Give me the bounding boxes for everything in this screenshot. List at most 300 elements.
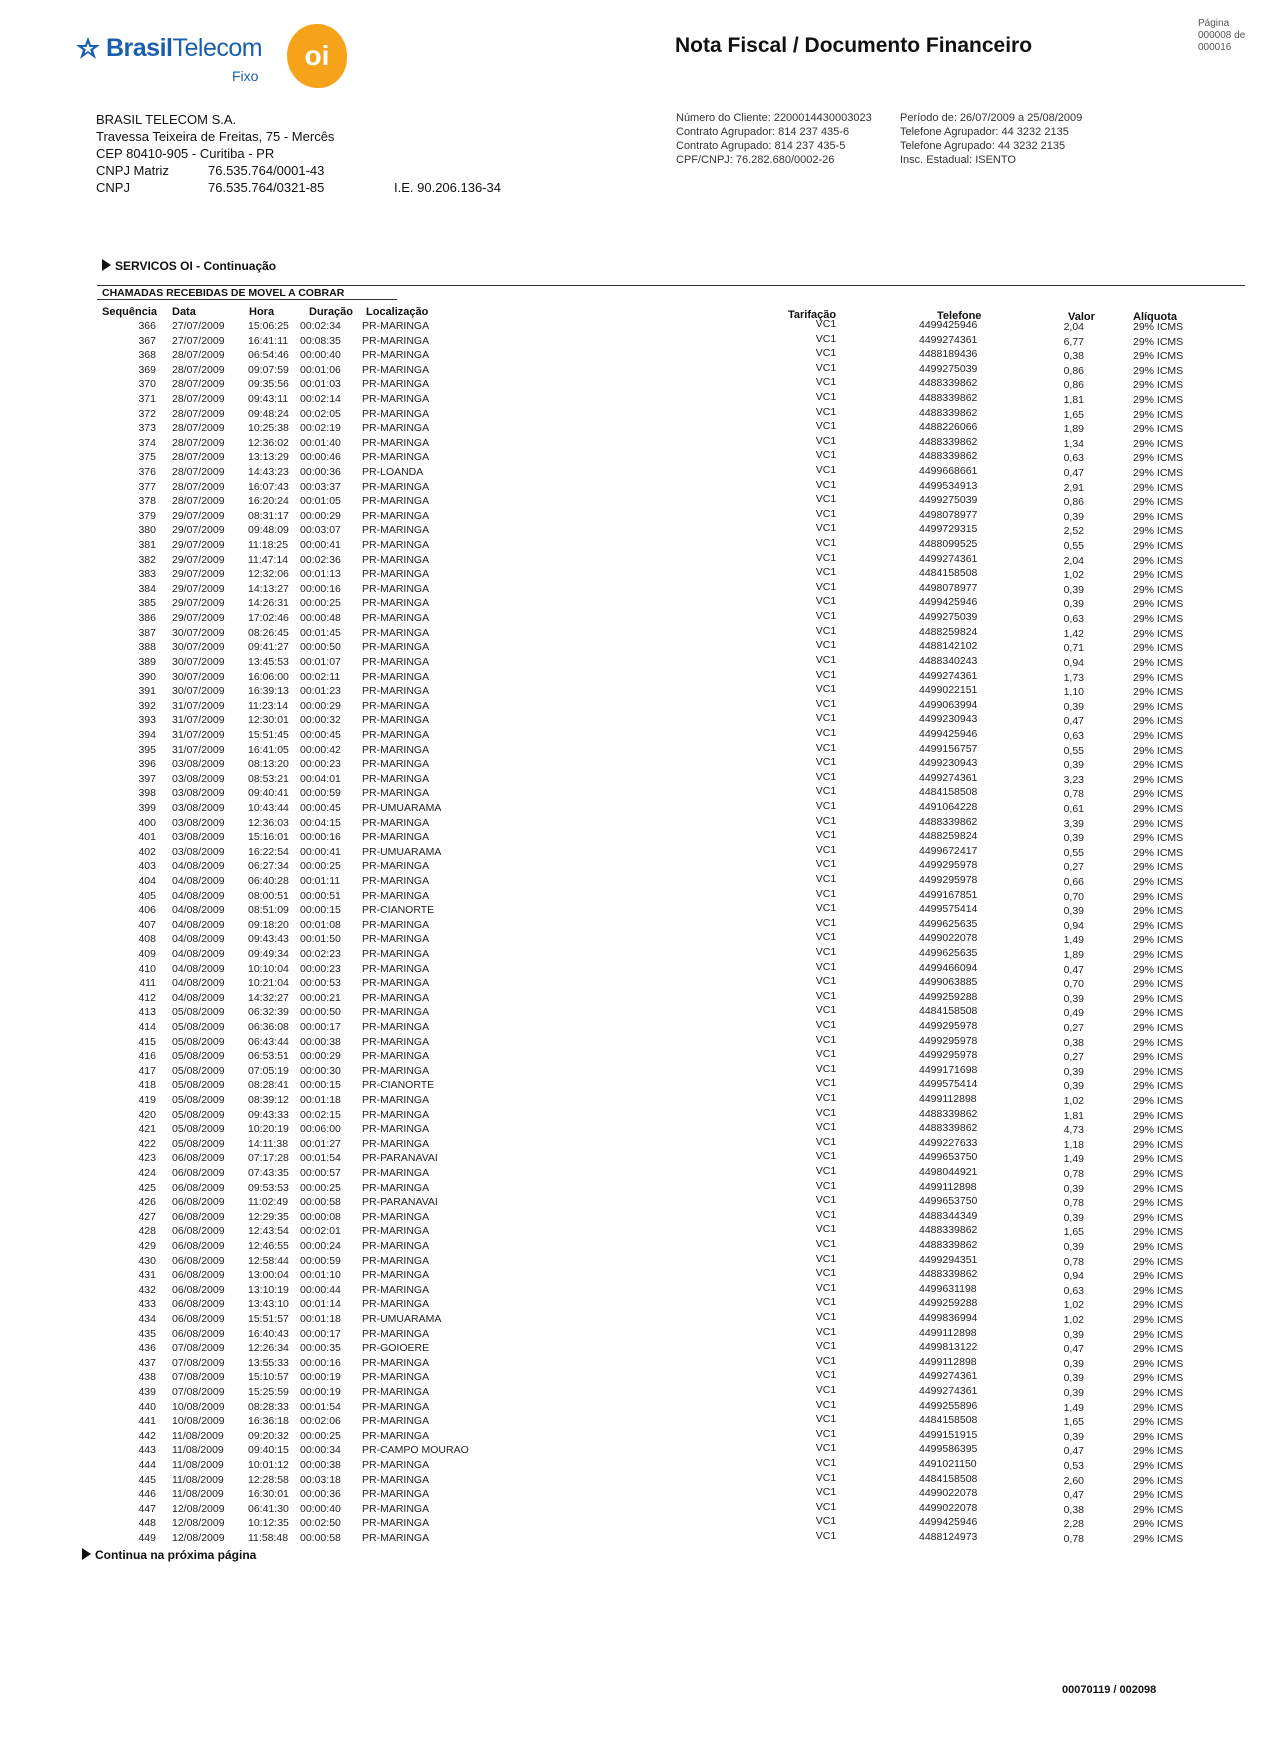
cell-tarifacao: VC1 xyxy=(815,1062,837,1075)
cell-data: 12/08/2009 xyxy=(172,1532,225,1544)
cell-telefone: 4488124973 xyxy=(919,1531,978,1543)
table-row xyxy=(0,960,1272,977)
table-row xyxy=(0,1298,1272,1312)
cell-localizacao: PR-MARINGA xyxy=(362,991,430,1004)
cell-duracao: 00:00:45 xyxy=(300,728,341,741)
cell-telefone: 4488344349 xyxy=(919,1209,978,1222)
cell-tarifacao: VC1 xyxy=(815,595,837,608)
cell-localizacao: PR-MARINGA xyxy=(362,422,430,435)
cell-duracao: 00:00:51 xyxy=(300,889,341,902)
cell-hora: 15:06:25 xyxy=(248,320,289,332)
cell-sequencia: 449 xyxy=(138,1532,156,1544)
cell-tarifacao: VC1 xyxy=(815,537,837,549)
cell-localizacao: PR-MARINGA xyxy=(362,1181,430,1194)
cell-valor: 0,86 xyxy=(1063,496,1084,509)
cell-valor: 2,28 xyxy=(1063,1518,1084,1531)
cell-localizacao: PR-MARINGA xyxy=(362,1429,430,1442)
cell-hora: 09:41:27 xyxy=(248,641,289,654)
cell-aliquota: 29% ICMS xyxy=(1133,437,1184,450)
cell-tarifacao: VC1 xyxy=(815,945,837,958)
cell-tarifacao: VC1 xyxy=(815,1442,837,1455)
cell-localizacao: PR-PARANAVAI xyxy=(362,1152,438,1165)
cell-hora: 10:21:04 xyxy=(248,977,289,990)
cell-hora: 09:48:24 xyxy=(248,407,289,420)
cell-hora: 10:10:04 xyxy=(248,962,289,975)
cell-sequencia: 379 xyxy=(138,509,156,522)
cell-sequencia: 402 xyxy=(138,845,156,858)
cell-hora: 12:43:54 xyxy=(248,1225,289,1238)
cell-valor: 1,10 xyxy=(1063,686,1084,699)
cell-aliquota: 29% ICMS xyxy=(1133,934,1184,947)
cell-aliquota: 29% ICMS xyxy=(1133,875,1184,888)
cell-tarifacao: VC1 xyxy=(815,785,837,798)
table-row xyxy=(0,434,1272,451)
cell-duracao: 00:01:07 xyxy=(300,655,341,668)
table-row xyxy=(0,1050,1272,1064)
table-row xyxy=(0,1386,1272,1400)
table-row xyxy=(0,551,1272,568)
brasil-telecom-star-icon xyxy=(74,36,102,60)
cell-telefone: 4499294351 xyxy=(919,1253,978,1266)
cell-telefone: 4499295978 xyxy=(919,1034,978,1047)
cell-data: 29/07/2009 xyxy=(172,568,225,581)
cell-valor: 0,39 xyxy=(1063,1211,1084,1224)
cell-duracao: 00:00:17 xyxy=(300,1020,341,1033)
cell-data: 05/08/2009 xyxy=(172,1108,225,1121)
cell-tarifacao: VC1 xyxy=(815,1121,837,1134)
cell-data: 29/07/2009 xyxy=(172,509,225,522)
cell-aliquota: 29% ICMS xyxy=(1133,1284,1184,1297)
cell-valor: 1,89 xyxy=(1063,948,1084,961)
cell-aliquota: 29% ICMS xyxy=(1133,613,1184,625)
cell-sequencia: 429 xyxy=(138,1240,156,1252)
cell-telefone: 4499227633 xyxy=(919,1136,978,1149)
cell-localizacao: PR-PARANAVAI xyxy=(362,1196,438,1209)
cell-hora: 16:36:18 xyxy=(248,1415,289,1428)
cell-duracao: 00:02:14 xyxy=(300,393,341,405)
cell-duracao: 00:00:08 xyxy=(300,1210,341,1223)
cell-valor: 0,47 xyxy=(1063,715,1084,728)
cell-sequencia: 397 xyxy=(138,772,156,785)
cell-valor: 1,34 xyxy=(1063,437,1084,450)
cell-localizacao: PR-MARINGA xyxy=(362,495,430,508)
cell-duracao: 00:00:29 xyxy=(300,1050,341,1063)
cell-valor: 1,02 xyxy=(1063,1094,1084,1107)
cell-duracao: 00:04:01 xyxy=(300,772,341,785)
cell-hora: 09:18:20 xyxy=(248,918,289,931)
cell-valor: 1,73 xyxy=(1063,671,1084,684)
cell-data: 11/08/2009 xyxy=(172,1429,224,1442)
cell-localizacao: PR-MARINGA xyxy=(362,626,430,639)
cell-hora: 07:17:28 xyxy=(248,1152,289,1165)
table-row xyxy=(0,1079,1272,1093)
cell-duracao: 00:00:19 xyxy=(300,1371,341,1384)
cell-hora: 06:41:30 xyxy=(248,1502,289,1515)
cell-data: 03/08/2009 xyxy=(172,816,225,829)
cell-duracao: 00:00:53 xyxy=(300,977,341,990)
cell-telefone: 4499274361 xyxy=(919,771,978,784)
cell-telefone: 4499295978 xyxy=(919,1019,978,1032)
cell-duracao: 00:02:11 xyxy=(300,670,341,683)
cell-tarifacao: VC1 xyxy=(815,405,837,418)
cell-valor: 0,38 xyxy=(1063,1036,1084,1049)
cell-sequencia: 412 xyxy=(138,991,156,1004)
table-row xyxy=(0,422,1272,436)
cell-hora: 11:18:25 xyxy=(248,539,289,551)
cell-aliquota: 29% ICMS xyxy=(1133,583,1184,596)
triangle-icon xyxy=(82,1548,91,1560)
cell-hora: 12:46:55 xyxy=(248,1240,289,1252)
cell-aliquota: 29% ICMS xyxy=(1133,832,1184,845)
cell-aliquota: 29% ICMS xyxy=(1133,1094,1184,1107)
cell-tarifacao: VC1 xyxy=(815,1208,837,1221)
table-row xyxy=(0,1459,1272,1473)
cell-hora: 16:40:43 xyxy=(248,1327,289,1340)
cell-hora: 16:22:54 xyxy=(248,845,289,858)
cell-sequencia: 430 xyxy=(138,1254,156,1267)
cell-sequencia: 418 xyxy=(138,1079,156,1092)
cell-valor: 0,63 xyxy=(1063,1284,1084,1297)
cell-telefone: 4499295978 xyxy=(919,859,978,872)
col-header-data: Data xyxy=(172,306,196,318)
cell-tarifacao: VC1 xyxy=(815,1486,837,1499)
cell-duracao: 00:00:48 xyxy=(300,612,341,624)
table-row xyxy=(0,799,1272,816)
cell-valor: 0,63 xyxy=(1063,613,1084,625)
cell-telefone: 4499171698 xyxy=(919,1063,978,1076)
cell-duracao: 00:01:18 xyxy=(300,1093,341,1106)
table-row xyxy=(0,741,1272,758)
cell-sequencia: 396 xyxy=(138,758,156,771)
cell-data: 28/07/2009 xyxy=(172,422,225,435)
cell-aliquota: 29% ICMS xyxy=(1133,496,1184,509)
cell-localizacao: PR-MARINGA xyxy=(362,393,430,405)
cnpj-row xyxy=(96,179,334,196)
cell-telefone: 4488339862 xyxy=(919,1107,978,1120)
table-row xyxy=(0,831,1272,845)
cell-aliquota: 29% ICMS xyxy=(1133,1182,1184,1195)
cell-hora: 09:43:11 xyxy=(248,393,289,405)
cell-valor: 3,39 xyxy=(1063,817,1084,830)
cell-valor: 1,65 xyxy=(1063,408,1084,421)
cell-aliquota: 29% ICMS xyxy=(1133,1518,1184,1531)
cell-data: 10/08/2009 xyxy=(172,1400,225,1413)
cell-aliquota: 29% ICMS xyxy=(1133,1328,1184,1341)
cell-tarifacao: VC1 xyxy=(815,770,837,783)
cell-data: 06/08/2009 xyxy=(172,1269,225,1282)
cell-valor: 0,70 xyxy=(1063,890,1084,903)
cell-duracao: 00:01:13 xyxy=(300,568,341,581)
cell-hora: 12:36:02 xyxy=(248,436,289,449)
cell-hora: 13:45:53 xyxy=(248,655,289,668)
cell-data: 28/07/2009 xyxy=(172,349,225,362)
cell-aliquota: 29% ICMS xyxy=(1133,1533,1184,1545)
table-row xyxy=(0,1123,1272,1137)
cell-localizacao: PR-MARINGA xyxy=(362,860,430,873)
cell-telefone: 4498078977 xyxy=(919,581,978,594)
cell-sequencia: 405 xyxy=(138,889,156,902)
cell-telefone: 4499022151 xyxy=(919,684,978,697)
cell-valor: 0,39 xyxy=(1063,992,1084,1005)
cell-hora: 16:41:11 xyxy=(248,334,289,347)
cell-valor: 1,49 xyxy=(1063,1153,1084,1166)
cell-data: 05/08/2009 xyxy=(172,1123,225,1136)
cell-tarifacao: VC1 xyxy=(815,1077,837,1090)
cell-valor: 0,94 xyxy=(1063,919,1084,932)
cell-aliquota: 29% ICMS xyxy=(1133,510,1184,523)
cell-aliquota: 29% ICMS xyxy=(1133,759,1184,772)
cell-duracao: 00:03:18 xyxy=(300,1473,341,1486)
client-cpf: CPF/CNPJ: 76.282.680/0002-26 xyxy=(676,154,835,166)
table-row xyxy=(0,653,1272,670)
cell-data: 05/08/2009 xyxy=(172,1093,225,1106)
cell-tarifacao: VC1 xyxy=(815,887,837,900)
cell-tarifacao: VC1 xyxy=(815,1340,837,1353)
cell-telefone: 4488339862 xyxy=(919,1268,978,1281)
cell-tarifacao: VC1 xyxy=(815,726,837,739)
cell-localizacao: PR-MARINGA xyxy=(362,568,430,581)
cell-tarifacao: VC1 xyxy=(815,916,837,929)
table-row xyxy=(0,1325,1272,1342)
cell-sequencia: 394 xyxy=(138,728,156,741)
cell-valor: 2,04 xyxy=(1063,321,1084,333)
cell-aliquota: 29% ICMS xyxy=(1133,1401,1184,1414)
cell-sequencia: 415 xyxy=(138,1035,156,1048)
cell-data: 29/07/2009 xyxy=(172,582,225,595)
cell-sequencia: 419 xyxy=(138,1093,156,1106)
table-row xyxy=(0,393,1272,407)
cell-telefone: 4499112898 xyxy=(919,1092,977,1105)
cell-data: 04/08/2009 xyxy=(172,889,225,902)
table-row xyxy=(0,1018,1272,1035)
cell-data: 30/07/2009 xyxy=(172,655,225,668)
cell-localizacao: PR-MARINGA xyxy=(362,1298,430,1311)
cell-duracao: 00:00:25 xyxy=(300,1429,341,1442)
cell-telefone: 4488339862 xyxy=(919,392,978,404)
cell-tarifacao: VC1 xyxy=(815,434,837,447)
cell-duracao: 00:00:40 xyxy=(300,349,341,362)
cell-sequencia: 439 xyxy=(138,1386,156,1398)
cell-duracao: 00:00:15 xyxy=(300,904,341,917)
cell-duracao: 00:00:59 xyxy=(300,787,341,800)
cell-tarifacao: VC1 xyxy=(815,872,837,885)
cell-aliquota: 29% ICMS xyxy=(1133,919,1184,932)
cell-sequencia: 403 xyxy=(138,860,156,873)
cell-duracao: 00:01:18 xyxy=(300,1313,341,1325)
cell-valor: 0,39 xyxy=(1063,759,1084,772)
cell-localizacao: PR-MARINGA xyxy=(362,1371,430,1384)
cell-telefone: 4499625635 xyxy=(919,917,978,930)
cell-duracao: 00:00:58 xyxy=(300,1196,341,1209)
cell-valor: 0,39 xyxy=(1063,583,1084,596)
cell-hora: 10:01:12 xyxy=(248,1459,289,1471)
table-row xyxy=(0,641,1272,655)
cell-tarifacao: VC1 xyxy=(815,697,837,710)
page-indicator xyxy=(1198,18,1245,54)
table-row xyxy=(0,1152,1272,1166)
table-row xyxy=(0,495,1272,509)
table-row xyxy=(0,332,1272,349)
cell-hora: 09:43:43 xyxy=(248,933,289,946)
cell-hora: 12:32:06 xyxy=(248,568,289,581)
cell-sequencia: 388 xyxy=(138,641,156,654)
cell-telefone: 4488099525 xyxy=(919,538,978,550)
cell-valor: 1,42 xyxy=(1063,627,1084,640)
cell-sequencia: 420 xyxy=(138,1108,156,1121)
cell-sequencia: 427 xyxy=(138,1210,156,1223)
cell-localizacao: PR-MARINGA xyxy=(362,714,430,727)
cell-hora: 10:20:19 xyxy=(248,1123,289,1136)
cell-valor: 0,27 xyxy=(1063,1021,1084,1034)
cell-hora: 06:32:39 xyxy=(248,1006,289,1019)
cell-sequencia: 438 xyxy=(138,1371,156,1384)
cell-hora: 07:43:35 xyxy=(248,1166,289,1179)
cell-localizacao: PR-MARINGA xyxy=(362,977,430,990)
cell-duracao: 00:00:19 xyxy=(300,1386,341,1398)
cell-tarifacao: VC1 xyxy=(815,318,837,330)
cell-data: 28/07/2009 xyxy=(172,393,225,405)
cell-telefone: 4499230943 xyxy=(919,757,978,770)
cell-valor: 0,39 xyxy=(1063,700,1084,713)
cell-tarifacao: VC1 xyxy=(815,975,837,988)
cell-valor: 0,39 xyxy=(1063,1430,1084,1443)
cell-sequencia: 421 xyxy=(138,1123,156,1136)
cell-telefone: 4488340243 xyxy=(919,654,978,667)
cell-telefone: 4484158508 xyxy=(919,1472,978,1485)
cell-duracao: 00:00:40 xyxy=(300,1502,341,1515)
cnpj-label: CNPJ xyxy=(96,180,130,195)
cell-duracao: 00:00:42 xyxy=(300,743,341,756)
cell-tarifacao: VC1 xyxy=(815,1281,837,1294)
client-info xyxy=(676,111,872,167)
cell-duracao: 00:00:50 xyxy=(300,1006,341,1019)
cell-localizacao: PR-MARINGA xyxy=(362,758,430,771)
cell-telefone: 4499295978 xyxy=(919,873,978,886)
cell-sequencia: 424 xyxy=(138,1166,156,1179)
cell-telefone: 4488339862 xyxy=(919,450,978,463)
cell-data: 06/08/2009 xyxy=(172,1283,225,1296)
document-code: 00070119 / 002098 xyxy=(1062,1684,1157,1696)
cell-valor: 2,91 xyxy=(1063,481,1084,494)
cell-valor: 0,55 xyxy=(1063,744,1084,757)
cell-sequencia: 440 xyxy=(138,1400,156,1413)
cell-duracao: 00:00:57 xyxy=(300,1166,341,1179)
cell-localizacao: PR-MARINGA xyxy=(362,728,430,741)
cell-localizacao: PR-LOANDA xyxy=(362,466,424,478)
table-row xyxy=(0,1225,1272,1239)
cell-telefone: 4499275039 xyxy=(919,494,978,507)
cell-valor: 2,52 xyxy=(1063,525,1084,538)
cell-sequencia: 383 xyxy=(138,568,156,581)
cell-hora: 16:41:05 xyxy=(248,743,289,756)
cell-localizacao: PR-MARINGA xyxy=(362,1502,430,1515)
cell-localizacao: PR-MARINGA xyxy=(362,655,430,668)
cell-telefone: 4499672417 xyxy=(919,844,978,857)
cell-duracao: 00:00:46 xyxy=(300,451,341,464)
cell-data: 06/08/2009 xyxy=(172,1196,225,1209)
cell-aliquota: 29% ICMS xyxy=(1133,1270,1184,1283)
cell-tarifacao: VC1 xyxy=(815,683,837,696)
table-row xyxy=(0,1252,1272,1269)
cell-tarifacao: VC1 xyxy=(815,1033,837,1046)
table-row xyxy=(0,1091,1272,1108)
cell-hora: 12:30:01 xyxy=(248,714,289,727)
cell-sequencia: 408 xyxy=(138,933,156,946)
cell-telefone: 4488339862 xyxy=(919,815,978,828)
cell-tarifacao: VC1 xyxy=(815,464,837,476)
cell-localizacao: PR-MARINGA xyxy=(362,553,430,566)
cell-duracao: 00:03:37 xyxy=(300,480,341,493)
cell-duracao: 00:00:36 xyxy=(300,466,341,478)
table-row xyxy=(0,933,1272,947)
cell-data: 30/07/2009 xyxy=(172,670,225,683)
cell-sequencia: 410 xyxy=(138,962,156,975)
cell-telefone: 4499625635 xyxy=(919,946,978,959)
cell-sequencia: 442 xyxy=(138,1429,156,1442)
cell-sequencia: 374 xyxy=(138,436,156,449)
cell-aliquota: 29% ICMS xyxy=(1133,1314,1184,1326)
cell-tarifacao: VC1 xyxy=(815,1238,837,1250)
cell-hora: 06:27:34 xyxy=(248,860,289,873)
cell-localizacao: PR-MARINGA xyxy=(362,334,430,347)
cell-data: 04/08/2009 xyxy=(172,918,225,931)
cell-valor: 0,86 xyxy=(1063,364,1084,377)
cell-tarifacao: VC1 xyxy=(815,522,837,535)
cell-telefone: 4499586395 xyxy=(919,1443,978,1456)
cell-hora: 14:11:38 xyxy=(248,1137,289,1150)
cell-sequencia: 386 xyxy=(138,612,156,624)
cell-localizacao: PR-MARINGA xyxy=(362,1123,430,1136)
cell-hora: 16:39:13 xyxy=(248,685,289,698)
billing-info xyxy=(900,111,1082,167)
cell-sequencia: 411 xyxy=(139,977,156,990)
table-row xyxy=(0,1415,1272,1429)
cell-hora: 08:53:21 xyxy=(248,772,289,785)
cell-hora: 16:20:24 xyxy=(248,495,289,508)
cell-data: 10/08/2009 xyxy=(172,1415,225,1428)
cell-tarifacao: VC1 xyxy=(815,1384,837,1396)
cell-sequencia: 447 xyxy=(138,1502,156,1515)
col-header-aliquota: Alíquota xyxy=(1133,311,1177,323)
cell-tarifacao: VC1 xyxy=(815,1296,837,1309)
cell-data: 04/08/2009 xyxy=(172,962,225,975)
cell-duracao: 00:02:34 xyxy=(300,320,341,332)
cell-valor: 1,81 xyxy=(1063,1109,1084,1122)
cell-aliquota: 29% ICMS xyxy=(1133,1036,1184,1049)
cell-hora: 14:26:31 xyxy=(248,597,289,610)
subsection-divider xyxy=(97,299,397,300)
cell-tarifacao: VC1 xyxy=(815,1325,837,1338)
cell-data: 04/08/2009 xyxy=(172,874,225,887)
cell-duracao: 00:01:10 xyxy=(300,1269,341,1282)
cell-tarifacao: VC1 xyxy=(815,639,837,652)
cell-telefone: 4499112898 xyxy=(919,1355,977,1368)
cell-hora: 15:10:57 xyxy=(248,1371,289,1384)
cell-aliquota: 29% ICMS xyxy=(1133,1387,1184,1399)
cell-duracao: 00:01:14 xyxy=(300,1298,341,1311)
cell-valor: 1,49 xyxy=(1063,1401,1084,1414)
cell-sequencia: 368 xyxy=(138,349,156,362)
table-row xyxy=(0,887,1272,904)
table-row xyxy=(0,758,1272,772)
cell-aliquota: 29% ICMS xyxy=(1133,1460,1184,1472)
table-row xyxy=(0,1471,1272,1488)
cell-sequencia: 446 xyxy=(138,1488,156,1501)
cell-hora: 10:12:35 xyxy=(248,1517,289,1530)
cell-hora: 11:23:14 xyxy=(248,699,289,712)
cell-hora: 12:58:44 xyxy=(248,1254,289,1267)
brand-sub: Fixo xyxy=(232,68,259,84)
